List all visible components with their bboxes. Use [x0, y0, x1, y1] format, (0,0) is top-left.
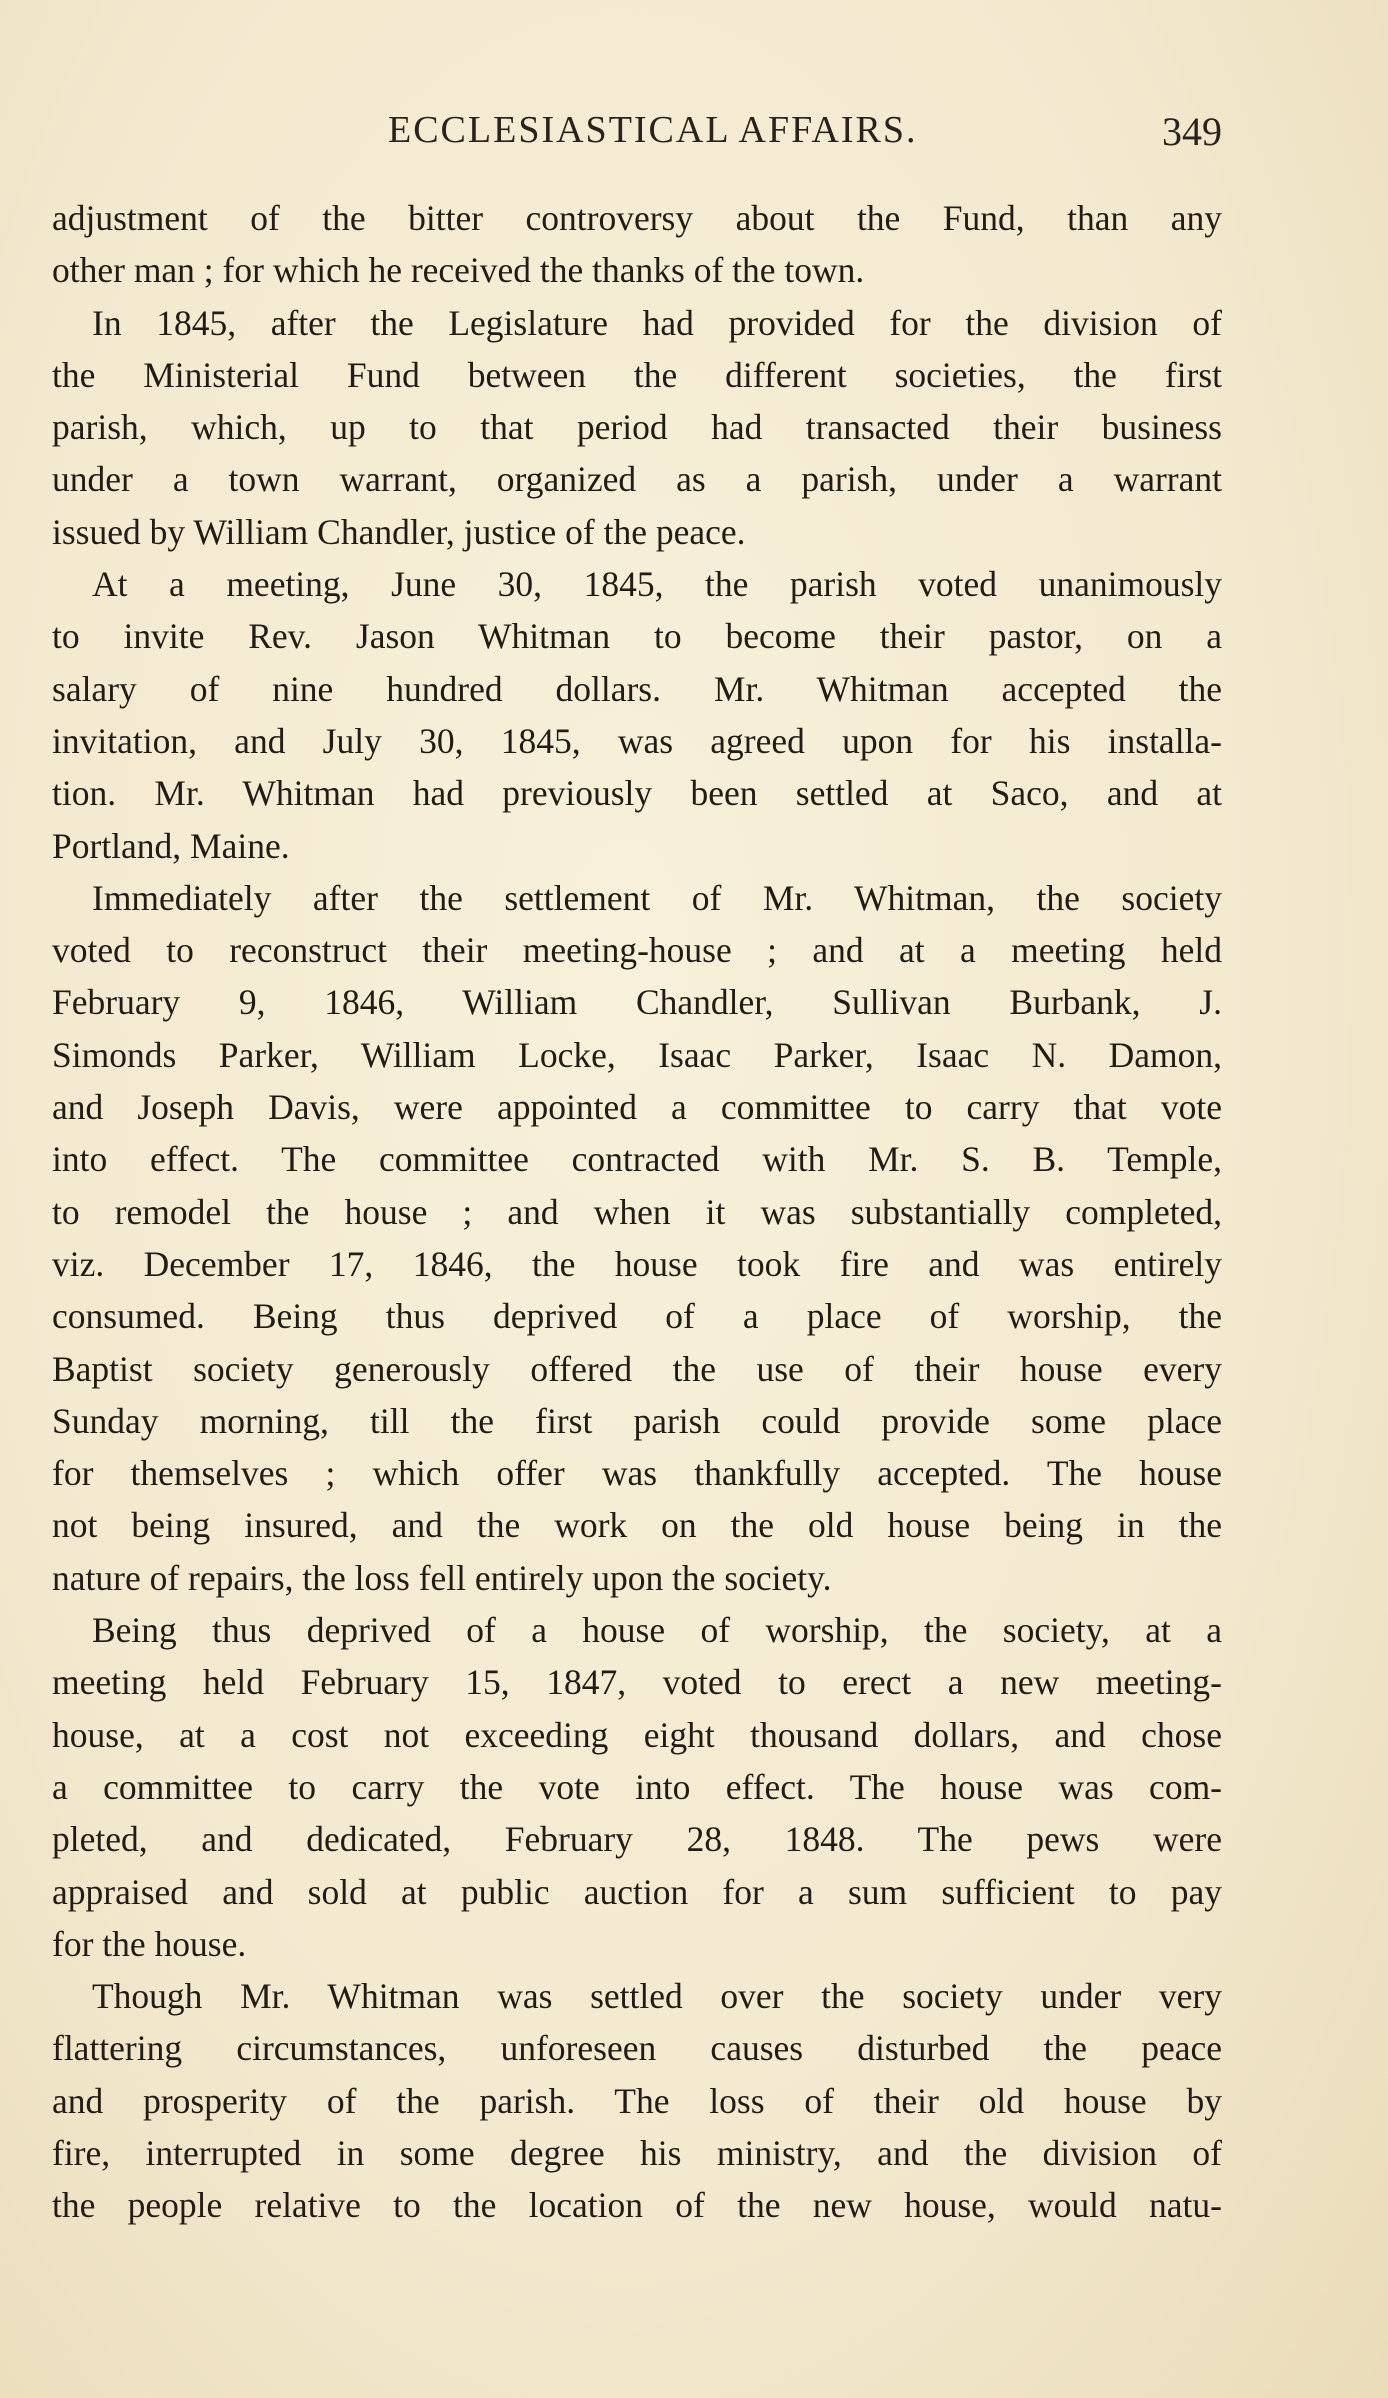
- text-line: appraised and sold at public auction for a sum sufficient to pay: [52, 1871, 1222, 1912]
- text-line: At a meeting, June 30, 1845, the parish voted unanimously: [92, 564, 1222, 605]
- text-line: meeting held February 15, 1847, voted to erect a new meeting-: [52, 1662, 1222, 1703]
- text-line: salary of nine hundred dollars. Mr. Whitman accepted the: [52, 668, 1222, 709]
- body-text: [52, 192, 1222, 2232]
- page-header: [52, 108, 1222, 158]
- running-head: ECCLESIASTICAL AFFAIRS.: [388, 109, 918, 151]
- text-line: Being thus deprived of a house of worship, the society, at a: [92, 1610, 1222, 1651]
- text-line: issued by William Chandler, justice of the peace.: [52, 511, 746, 552]
- text-line: voted to reconstruct their meeting-house ; and at a meeting held: [52, 930, 1222, 971]
- text-line: In 1845, after the Legislature had provided for the division of: [92, 302, 1222, 343]
- text-line: pleted, and dedicated, February 28, 1848. The pews were: [52, 1819, 1222, 1860]
- text-line: fire, interrupted in some degree his ministry, and the division of: [52, 2132, 1222, 2173]
- text-line: Though Mr. Whitman was settled over the society under very: [92, 1976, 1222, 2017]
- text-line: viz. December 17, 1846, the house took fire and was entirely: [52, 1243, 1222, 1284]
- text-line: into effect. The committee contracted with Mr. S. B. Temple,: [52, 1139, 1222, 1180]
- text-line: Portland, Maine.: [52, 825, 290, 866]
- text-line: Simonds Parker, William Locke, Isaac Parker, Isaac N. Damon,: [52, 1034, 1222, 1075]
- text-line: to invite Rev. Jason Whitman to become their pastor, on a: [52, 616, 1222, 657]
- text-line: under a town warrant, organized as a parish, under a warrant: [52, 459, 1222, 500]
- text-line: a committee to carry the vote into effect. The house was com-: [52, 1766, 1222, 1807]
- text-line: invitation, and July 30, 1845, was agreed upon for his installa-: [52, 720, 1222, 761]
- text-line: nature of repairs, the loss fell entirely upon the society.: [52, 1557, 832, 1598]
- text-line: and prosperity of the parish. The loss of their old house by: [52, 2080, 1222, 2121]
- text-line: consumed. Being thus deprived of a place of worship, the: [52, 1296, 1222, 1337]
- text-line: tion. Mr. Whitman had previously been settled at Saco, and at: [52, 773, 1222, 814]
- text-line: the Ministerial Fund between the different societies, the first: [52, 354, 1222, 395]
- text-line: parish, which, up to that period had transacted their business: [52, 407, 1222, 448]
- text-line: for themselves ; which offer was thankfully accepted. The house: [52, 1453, 1222, 1494]
- page-number: 349: [1162, 109, 1222, 154]
- text-line: Sunday morning, till the first parish could provide some place: [52, 1400, 1222, 1441]
- text-line: not being insured, and the work on the old house being in the: [52, 1505, 1222, 1546]
- text-line: Immediately after the settlement of Mr. Whitman, the society: [92, 877, 1222, 918]
- text-line: house, at a cost not exceeding eight thousand dollars, and chose: [52, 1714, 1222, 1755]
- text-line: and Joseph Davis, were appointed a committee to carry that vote: [52, 1087, 1222, 1128]
- text-line: other man ; for which he received the thanks of the town.: [52, 250, 865, 291]
- text-line: Baptist society generously offered the use of their house every: [52, 1348, 1222, 1389]
- text-line: for the house.: [52, 1923, 247, 1964]
- text-line: the people relative to the location of the new house, would natu-: [52, 2185, 1222, 2226]
- text-line: flattering circumstances, unforeseen causes disturbed the peace: [52, 2028, 1222, 2069]
- text-line: adjustment of the bitter controversy about the Fund, than any: [52, 198, 1222, 238]
- text-line: February 9, 1846, William Chandler, Sullivan Burbank, J.: [52, 982, 1222, 1023]
- text-line: to remodel the house ; and when it was substantially completed,: [52, 1191, 1222, 1232]
